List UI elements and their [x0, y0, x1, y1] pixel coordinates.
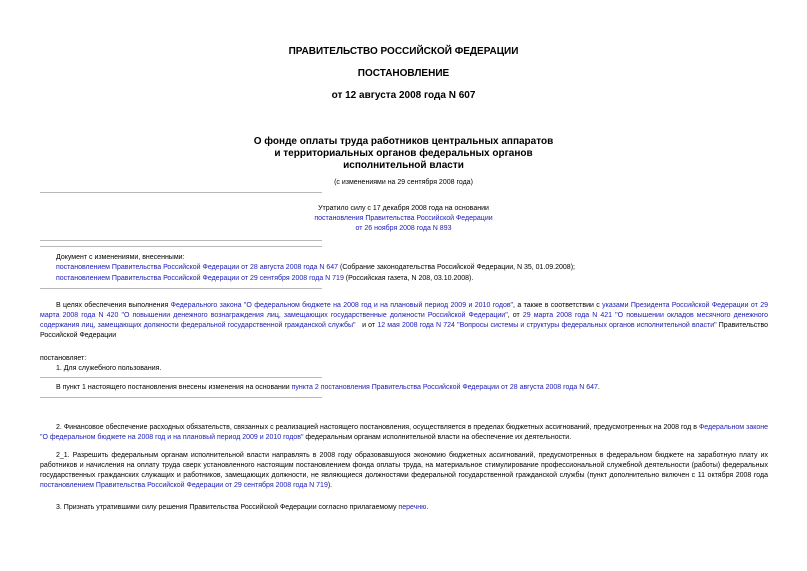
separator-rule: [40, 240, 322, 241]
document-type-heading: ПОСТАНОВЛЕНИЕ: [357, 68, 450, 79]
item-1-note-text: .: [597, 384, 600, 391]
decree-647-clause-2-link[interactable]: пункта 2 постановления Правительства Российской Федерации от 28 августа 2008 года N 647: [291, 384, 598, 391]
changes-item-2: [56, 274, 796, 284]
preamble-text: , от: [507, 312, 523, 319]
preamble-text: В целях обеспечения выполнения: [56, 302, 171, 309]
item-1-note: [56, 383, 796, 393]
preamble-text: Правительство Российской Федерации: [40, 322, 768, 339]
title-line-1: О фонде оплаты труда работников центральных аппаратов: [253, 136, 554, 147]
item-2-text: 2. Финансовое обеспечение расходных обязательств, связанных с реализацией настоящего постановления, осуществляется в пределах бюджетных ассигнований, предусмотренных на 2008 год в: [56, 424, 699, 431]
changes-item-2-source: (Российская газета, N 208, 03.10.2008).: [343, 275, 474, 282]
federal-budget-law-link[interactable]: Федеральном законе "О федеральном бюджете на 2008 год и на плановый период 2009 и 2010 годов": [40, 424, 769, 441]
changes-intro: Документ с изменениями, внесенными:: [56, 254, 185, 261]
amended-note: (с изменениями на 29 сентября 2008 года): [334, 179, 473, 186]
item-1-note-text: В пункт 1 настоящего постановления внесены изменения на основании: [56, 384, 292, 391]
void-decree-link[interactable]: постановления Правительства Российской Федерации: [314, 215, 493, 222]
void-notice-text: Утратило силу с 17 декабря 2008 года на основании: [318, 205, 489, 212]
item-2-1-text: ).: [327, 482, 333, 489]
federal-budget-law-link[interactable]: Федерального закона "О федеральном бюджете на 2008 год и на плановый период 2009 и 2010 годов": [170, 302, 514, 309]
changes-item-1: [56, 263, 796, 273]
title-line-3: исполнительной власти: [343, 160, 464, 171]
void-notice: [0, 204, 807, 234]
title-line-2: и территориальных органов федеральных органов: [274, 148, 533, 159]
presidential-decree-724-link[interactable]: 12 мая 2008 года N 724 "Вопросы системы и структуры федеральных органов исполнительной власти": [377, 322, 717, 329]
separator-rule: [40, 288, 322, 289]
separator-rule: [40, 246, 322, 247]
item-1: 1. Для служебного пользования.: [56, 365, 162, 372]
void-decree-date-link[interactable]: от 26 ноября 2008 года N 893: [355, 225, 452, 232]
separator-rule: [40, 397, 322, 398]
item-2: [40, 423, 768, 443]
item-2-1: [40, 451, 768, 491]
government-heading: ПРАВИТЕЛЬСТВО РОССИЙСКОЙ ФЕДЕРАЦИИ: [288, 46, 519, 57]
decree-647-link[interactable]: постановлением Правительства Российской Федерации от 28 августа 2008 года N 647: [56, 264, 339, 271]
annex-list-link[interactable]: перечню: [398, 504, 427, 511]
presidential-decree-421-link[interactable]: 29 марта 2008 года N 421 "О повышении окладов месячного денежного содержания лиц, замещающих должности федеральной государственной гражданской службы": [40, 312, 768, 329]
item-2-1-text: 2_1. Разрешить федеральным органам исполнительной власти направлять в 2008 году образовавшуюся экономию бюджетных ассигнований, предусмотренных в федеральном бюджете на заработную плату их работников и начисления на оплату труда сверх установленного настоящим постановлением фонда оплаты труда, на материальное стимулирование профессиональной служебной деятельности (работы) федеральных государственных гражданских служащих и работников, замещающих должности, не являющиеся должностями федеральной государственной гражданской службы (пункт дополнительно включен с 11 октября 2008 года: [40, 452, 768, 479]
item-2-text: федеральным органам исполнительной власти на обеспечение их деятельности.: [303, 434, 572, 441]
item-3-text: 3. Признать утратившими силу решения Правительства Российской Федерации согласно прилагаемому: [56, 504, 399, 511]
decree-719-link[interactable]: постановлением Правительства Российской Федерации от 29 сентября 2008 года N 719: [40, 482, 328, 489]
document-date-number: от 12 августа 2008 года N 607: [331, 90, 476, 101]
changes-item-1-source: (Собрание законодательства Российской Федерации, N 35, 01.09.2008);: [338, 264, 575, 271]
decrees-word: постановляет:: [40, 355, 87, 362]
item-3: [56, 503, 776, 513]
preamble-text: и от: [355, 322, 378, 329]
separator-rule: [40, 192, 322, 193]
decree-719-link[interactable]: постановлением Правительства Российской Федерации от 29 сентября 2008 года N 719: [56, 275, 344, 282]
presidential-decree-420-link[interactable]: указами Президента Российской Федерации от 29 марта 2008 года N 420 "О повышении денежного вознаграждения лиц, замещающих государственные должности Российской Федерации": [40, 302, 768, 319]
preamble-text: , а также в соответствии с: [513, 302, 603, 309]
item-3-text: .: [426, 504, 429, 511]
document-title: [0, 136, 807, 172]
separator-rule: [40, 377, 322, 378]
preamble-paragraph: [40, 301, 768, 341]
